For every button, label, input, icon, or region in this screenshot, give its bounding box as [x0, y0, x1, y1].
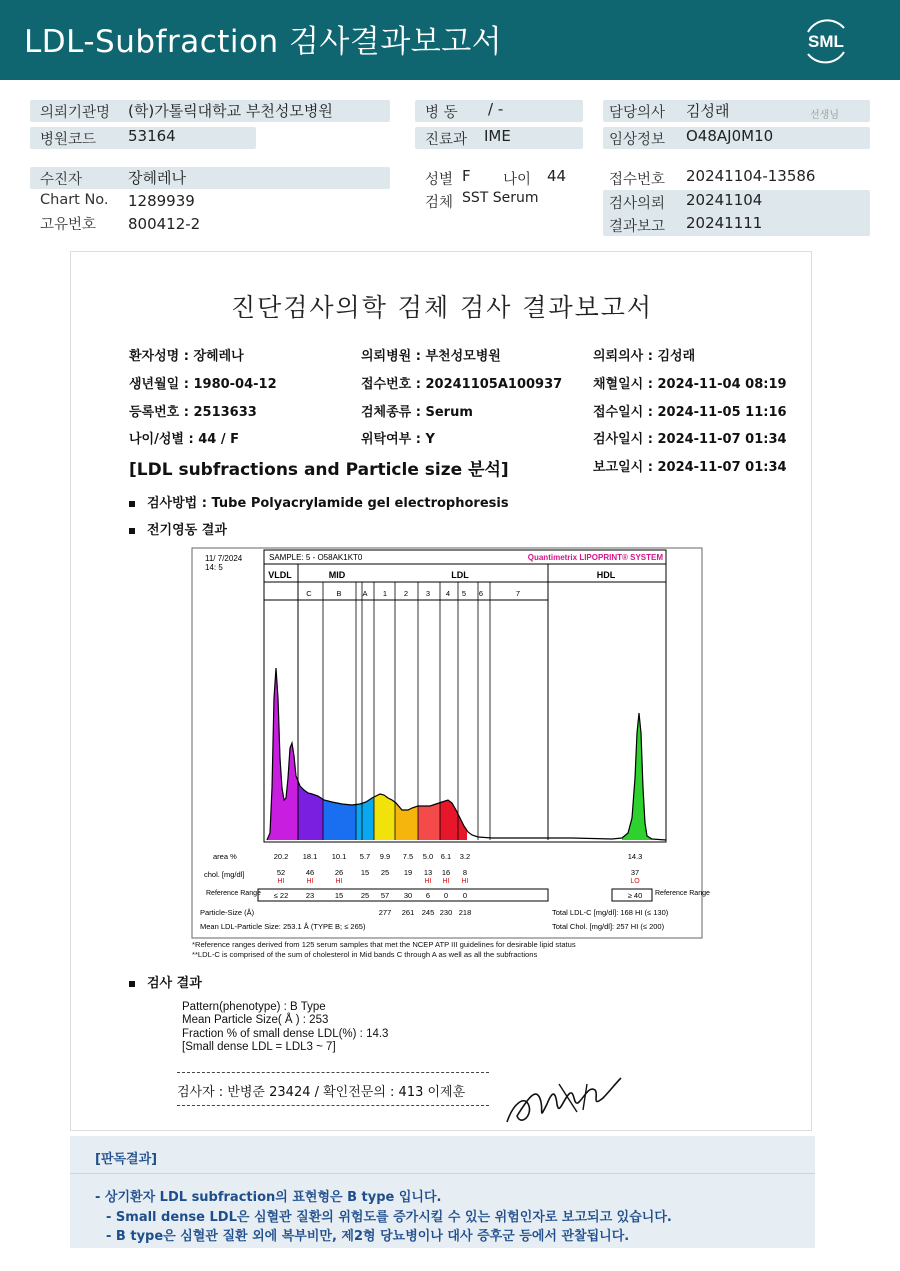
table-value: 0	[443, 891, 449, 900]
patient-box	[30, 167, 390, 189]
table-value: HI	[277, 878, 285, 885]
footnote-2: **LDL-C is comprised of the sum of cholesterol in Mid bands C through A as well as all the subfractions	[192, 949, 538, 959]
table-value: 46	[305, 868, 315, 877]
clinical-label: 임상정보	[609, 132, 666, 148]
table-value: 37	[630, 868, 640, 877]
footnote-1: *Reference ranges derived from 125 serum samples that met the NCEP ATP III guidelines for desirable lipid status	[192, 940, 576, 949]
band-area	[374, 794, 395, 840]
ref-label-left: Reference Range	[206, 890, 261, 897]
doctor-suffix: 선생님	[810, 110, 839, 121]
request-label: 검사의뢰	[609, 196, 666, 212]
ward-value: / -	[488, 100, 504, 118]
report-req-hospital: 의뢰병원 : 부천성모병원	[361, 349, 501, 364]
specimen-value: SST Serum	[462, 190, 539, 206]
divider	[177, 1072, 489, 1073]
ward-label: 병 동	[425, 105, 458, 121]
judgment-header	[70, 1136, 815, 1174]
bullet-icon	[129, 528, 135, 534]
table-value: 18.1	[302, 852, 318, 861]
chart-footnotes	[192, 940, 802, 959]
report-title: 진단검사의학 검체 검사 결과보고서	[230, 293, 654, 322]
receipt-value: 20241104-13586	[686, 167, 816, 185]
band-label: C	[306, 589, 312, 598]
table-value: 25	[380, 868, 390, 877]
request-value: 20241104	[686, 191, 763, 209]
table-value: 30	[403, 891, 413, 900]
table-value: 15	[334, 891, 344, 900]
table-value: HI	[461, 878, 469, 885]
band-label: 4	[445, 589, 451, 598]
electro-heading	[129, 519, 227, 538]
result-line: [Small dense LDL = LDL3 ~ 7]	[182, 1040, 336, 1053]
table-value: 5.0	[422, 852, 434, 861]
particle-label: Particle-Size (Å)	[200, 908, 255, 917]
result-heading	[129, 972, 202, 991]
report-receipt-time: 접수일시 : 2024-11-05 11:16	[593, 405, 787, 420]
receipt-label: 접수번호	[609, 172, 666, 188]
report-subtitle: [LDL subfractions and Particle size 분석]	[129, 460, 509, 480]
judgment-line-1: - 상기환자 LDL subfraction의 표현형은 B type 입니다.	[95, 1190, 442, 1205]
dept-label: 진료과	[425, 132, 468, 148]
report-report-time: 보고일시 : 2024-11-07 01:34	[593, 460, 787, 475]
table-value: 26	[334, 868, 344, 877]
report-date-label: 결과보고	[609, 219, 666, 235]
judgment-heading: [판독결과]	[95, 1152, 158, 1167]
result-line: Mean Particle Size( Å ) : 253	[182, 1014, 329, 1027]
band-label: 2	[403, 589, 409, 598]
hospital-label: 의뢰기관명	[40, 105, 111, 121]
sex-label: 성별	[425, 172, 454, 188]
bullet-icon	[129, 981, 135, 987]
table-value: 9.9	[379, 852, 391, 861]
report-age-sex: 나이/성별 : 44 / F	[129, 432, 240, 447]
judgment-line-3: - B type은 심혈관 질환 외에 복부비만, 제2형 당뇨병이나 대사 증후군 등에서 관찰됩니다.	[106, 1229, 630, 1244]
age-value: 44	[547, 167, 567, 185]
method-text: 검사방법 : Tube Polyacrylamide gel electrophoresis	[147, 496, 509, 511]
table-value: 16	[441, 868, 451, 877]
table-value: 0	[462, 891, 468, 900]
region-mid: MID	[328, 570, 346, 580]
region-ldl: LDL	[451, 570, 469, 580]
table-value: 13	[423, 868, 433, 877]
mean-ldl: Mean LDL-Particle Size: 253.1 Å (TYPE B; ≤ 265)	[200, 922, 366, 931]
report-date-value: 20241111	[686, 214, 763, 232]
report-collect-time: 채혈일시 : 2024-11-04 08:19	[593, 377, 787, 392]
band-label: 1	[382, 589, 388, 598]
table-value: 7.5	[402, 852, 414, 861]
judgment-panel	[70, 1136, 815, 1248]
table-value: 23	[305, 891, 315, 900]
band-label: A	[362, 589, 368, 598]
table-value: 20.2	[273, 852, 289, 861]
doctor-value: 김성래	[686, 102, 730, 120]
clinical-value: O48AJ0M10	[686, 127, 774, 145]
table-value: 277	[378, 908, 392, 917]
band-label: 7	[515, 589, 521, 598]
table-value: 8	[462, 868, 468, 877]
table-value: 14.3	[627, 852, 643, 861]
chart-system: Quantimetrix LIPOPRINT® SYSTEM	[527, 553, 663, 562]
table-value: 57	[380, 891, 390, 900]
report-birth: 생년월일 : 1980-04-12	[129, 377, 277, 392]
age-label: 나이	[503, 172, 532, 188]
doctor-label: 담당의사	[609, 105, 666, 121]
sex-value: F	[462, 167, 471, 185]
code-label: 병원코드	[40, 132, 97, 148]
hospital-value: (학)가톨릭대학교 부천성모병원	[128, 102, 333, 120]
page-title: LDL-Subfraction 검사결과보고서	[24, 24, 503, 60]
band-label: 3	[425, 589, 431, 598]
band-area	[418, 803, 440, 840]
chart-no-value: 1289939	[128, 192, 195, 210]
table-value: 25	[360, 891, 370, 900]
chol-label: chol. [mg/dl]	[204, 870, 245, 879]
report-req-doctor: 의뢰의사 : 김성래	[593, 349, 696, 364]
tester-line: 검사자 : 반병준 23424 / 확인전문의 : 413 이제훈	[177, 1085, 466, 1100]
table-value: 52	[276, 868, 286, 877]
table-value: 19	[403, 868, 413, 877]
patient-value: 장헤레나	[128, 169, 186, 187]
report-patient-name: 환자성명 : 장헤레나	[129, 349, 244, 364]
table-value: 230	[439, 908, 453, 917]
table-value: 245	[421, 908, 435, 917]
table-value: 261	[401, 908, 415, 917]
band-label: 5	[461, 589, 467, 598]
table-value: 10.1	[331, 852, 347, 861]
total-chol: Total Chol. [mg/dl]: 257 HI (≤ 200)	[552, 922, 665, 931]
dept-value: IME	[484, 127, 511, 145]
region-vldl: VLDL	[268, 570, 292, 580]
electro-heading-text: 전기영동 결과	[147, 523, 227, 538]
judgment-line-2: - Small dense LDL은 심혈관 질환의 위험도를 증가시킬 수 있는 위험인자로 보고되고 있습니다.	[106, 1210, 672, 1225]
uid-value: 800412-2	[128, 215, 201, 233]
table-value: 15	[360, 868, 370, 877]
logo-text: SML	[808, 32, 844, 51]
table-value: HI	[335, 878, 343, 885]
report-receipt-no: 접수번호 : 20241105A100937	[361, 377, 563, 392]
ref-label-right: Reference Range	[655, 890, 710, 897]
result-heading-text: 검사 결과	[147, 976, 202, 991]
table-value: LO	[630, 878, 640, 885]
electrophoresis-chart	[192, 548, 710, 938]
code-value: 53164	[128, 127, 176, 145]
table-value: 6.1	[440, 852, 452, 861]
report-consign: 위탁여부 : Y	[361, 432, 435, 447]
band-label: 6	[478, 589, 484, 598]
patient-label: 수진자	[40, 172, 83, 188]
header-bar	[0, 0, 900, 80]
table-value: 218	[458, 908, 472, 917]
uid-label: 고유번호	[40, 217, 97, 233]
report-specimen-type: 검체종류 : Serum	[361, 405, 473, 420]
divider	[177, 1105, 489, 1106]
bullet-icon	[129, 501, 135, 507]
result-list	[182, 1001, 388, 1054]
total-ldl: Total LDL-C [mg/dl]: 168 HI (≤ 130)	[552, 908, 669, 917]
table-value: 6	[425, 891, 431, 900]
band-label: B	[336, 589, 342, 598]
area-label: area %	[213, 852, 237, 861]
chart-no-label: Chart No.	[40, 192, 109, 208]
method-line	[129, 492, 509, 511]
table-value: HI	[306, 878, 314, 885]
chart-run: 14: 5	[205, 563, 223, 572]
table-value: ≥ 40	[627, 891, 643, 900]
table-value: HI	[424, 878, 432, 885]
result-line: Pattern(phenotype) : B Type	[182, 1001, 326, 1013]
result-line: Fraction % of small dense LDL(%) : 14.3	[182, 1027, 389, 1040]
report-reg-no: 등록번호 : 2513633	[129, 405, 257, 420]
table-value: HI	[442, 878, 450, 885]
chart-sample: SAMPLE: 5 - O58AK1KT0	[269, 553, 363, 562]
table-value: 3.2	[459, 852, 471, 861]
region-hdl: HDL	[596, 570, 616, 580]
sml-logo	[800, 14, 852, 66]
signature	[499, 1064, 629, 1130]
table-value: ≤ 22	[273, 891, 289, 900]
specimen-label: 검체	[425, 195, 454, 211]
chart-date: 11/ 7/2024	[205, 554, 243, 563]
table-value: 5.7	[359, 852, 371, 861]
report-test-time: 검사일시 : 2024-11-07 01:34	[593, 432, 787, 447]
